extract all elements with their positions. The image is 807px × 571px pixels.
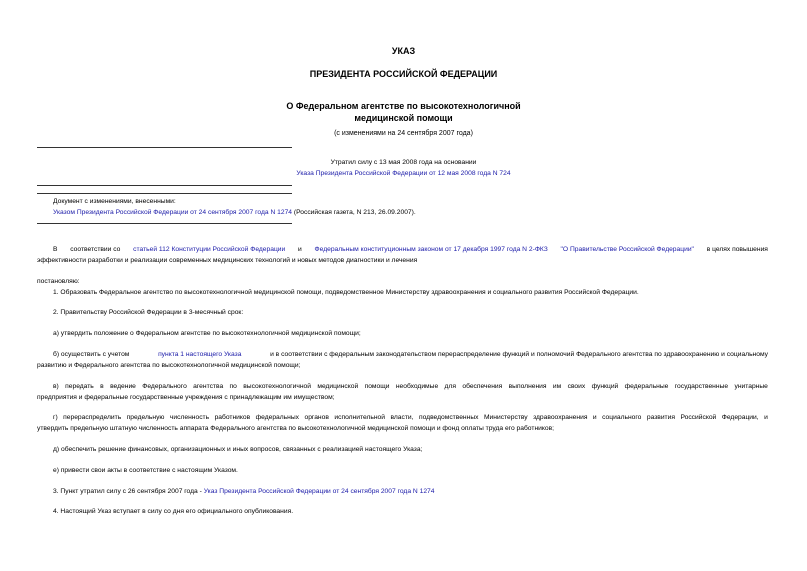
- divider: [37, 193, 292, 194]
- decree-word: постановляю:: [37, 278, 80, 285]
- doc-type-title: УКАЗ: [391, 46, 416, 56]
- expired-basis-link[interactable]: Указа Президента Российской Федерации от 12 мая 2008 года N 724: [296, 170, 511, 177]
- item-3: 3. Пункт утратил силу с 26 сентября 2007 года - Указ Президента Российской Федерации от 24 сентября 2007 года N 1274: [53, 488, 435, 495]
- divider: [37, 223, 292, 224]
- item-1: 1. Образовать Федеральное агентство по высокотехнологичной медицинской помощи, подведомственное Министерству здравоохранения и социального развития Российской Федерации.: [53, 289, 639, 296]
- item-2e: д) обеспечить решение финансовых, организационных и иных вопросов, связанных с реализацией настоящего Указа;: [53, 446, 423, 453]
- item-2c-line-1: в) передать в ведение Федерального агентства по высокотехнологичной медицинской помощи необходимые для обеспечения выполнения им своих функций федеральные государственные унитарные: [53, 383, 768, 390]
- preamble-line-2: эффективности разработки и реализации современных медицинских технологий и новых методов диагностики и лечения: [37, 257, 418, 264]
- doc-issuer: ПРЕЗИДЕНТА РОССИЙСКОЙ ФЕДЕРАЦИИ: [309, 69, 498, 79]
- doc-subject-line-1: О Федеральном агентстве по высокотехнологичной: [286, 101, 521, 111]
- government-link[interactable]: "О Правительстве Российской Федерации": [560, 246, 694, 253]
- item-4: 4. Настоящий Указ вступает в силу со дня его официального опубликования.: [53, 508, 294, 515]
- preamble-line-1: В соответствии со статьей 112 Конституции Российской Федерации и Федеральным конституционным законом от 17 декабря 1997 года N 2-ФКЗ "О Правительстве Российской Федерации" в целях повышения: [53, 246, 768, 253]
- changes-link[interactable]: Указом Президента Российской Федерации от 24 сентября 2007 года N 1274: [53, 209, 293, 216]
- item-2b-line-1: б) осуществить с учетом пункта 1 настоящего Указа и в соответствии с федеральным законодательством перераспределение функций и полномочий Федерального агентства по здравоохранению и социальному: [53, 351, 768, 358]
- constitution-link[interactable]: статьей 112 Конституции Российской Федерации: [133, 246, 286, 253]
- expired-note: Утратил силу с 13 мая 2008 года на основании: [330, 159, 477, 166]
- item-2b-line-2: развитию и Федерального агентства по высокотехнологичной медицинской помощи;: [37, 362, 301, 369]
- item-2c-line-2: предприятия и федеральные государственные учреждения с принадлежащим им имуществом;: [37, 394, 335, 401]
- fkz-link[interactable]: Федеральным конституционным законом от 17 декабря 1997 года N 2-ФКЗ: [314, 246, 548, 253]
- item-2f: е) привести свои акты в соответствие с настоящим Указом.: [53, 467, 238, 474]
- divider: [37, 147, 292, 148]
- changes-source: (Российская газета, N 213, 26.09.2007).: [292, 209, 416, 216]
- item-2: 2. Правительству Российской Федерации в 3-месячный срок:: [53, 309, 244, 316]
- changes-label: Документ с изменениями, внесенными:: [53, 198, 176, 205]
- item-2d-line-1: г) перераспределить предельную численность работников федеральных органов исполнительной власти, подведомственных Министерству здравоохранения и социального развития Российской Федерации, и: [53, 414, 768, 421]
- doc-subject-line-2: медицинской помощи: [354, 113, 453, 123]
- item-2a: а) утвердить положение о Федеральном агентстве по высокотехнологичной медицинской помощи;: [53, 330, 361, 337]
- item-2d-line-2: утвердить предельную штатную численность аппарата Федерального агентства по высокотехнологичной медицинской помощи и фонд оплаты труда его работников;: [37, 425, 554, 432]
- divider: [37, 185, 292, 186]
- item-3-link[interactable]: Указ Президента Российской Федерации от 24 сентября 2007 года N 1274: [203, 488, 435, 495]
- doc-amendment-note: (с изменениями на 24 сентября 2007 года): [334, 130, 473, 137]
- changes-entry: [53, 207, 416, 218]
- item-1-link[interactable]: пункта 1 настоящего Указа: [158, 351, 242, 358]
